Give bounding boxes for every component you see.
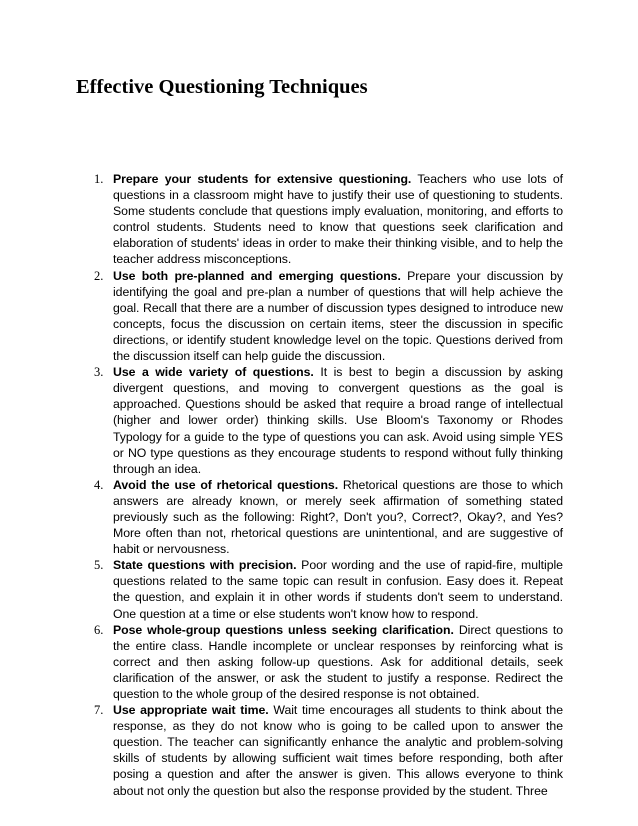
list-number: 5.	[94, 558, 104, 573]
list-item-heading: Use appropriate wait time.	[113, 703, 269, 718]
list-item-heading: Use a wide variety of questions.	[113, 365, 314, 380]
list-number: 4.	[94, 477, 104, 492]
list-item-text: Prepare your discussion by identifying the goal and pre-plan a number of questions that will help achieve the goal. Recall that there are a number of discussion types designed to introduce new concepts, focus the discussion on certain items, steer the discussion in specific directions, or identify student knowledge level on the topic. Questions derived from the discussion itself can help guide the discussion.	[113, 268, 563, 364]
list-number: 2.	[94, 268, 104, 283]
list-item-body	[113, 557, 563, 621]
list-item-body	[113, 171, 563, 268]
technique-list	[0, 171, 638, 799]
list-item	[0, 477, 638, 557]
list-item	[0, 702, 638, 799]
list-item-text: It is best to begin a discussion by asking divergent questions, and moving to convergent questions as the goal is approached. Questions should be asked that require a broad range of intellectual (higher and lower order) thinking skills. Use Bloom's Taxonomy or Rhodes Typology for a guide to the type of questions you can ask. Avoid using simple YES or NO type questions as they encourage students to respond without fully thinking through an idea.	[113, 365, 564, 476]
list-number: 6.	[94, 622, 104, 637]
list-item-heading: Pose whole-group questions unless seeking clarification.	[113, 622, 454, 637]
list-number: 1.	[94, 172, 104, 186]
list-item-heading: Prepare your students for extensive questioning.	[113, 172, 412, 186]
list-item-body	[113, 268, 563, 365]
list-item-body	[113, 364, 563, 477]
list-item-text: Direct questions to the entire class. Handle incomplete or unclear responses by reinforcing what is correct and then asking follow-up questions. Ask for additional details, seek clarification of the answer, or ask the student to justify a response. Redirect the question to the whole group of the desired response is not obtained.	[113, 622, 563, 701]
list-item	[0, 268, 638, 365]
list-item-body	[113, 622, 563, 702]
list-item-body	[113, 702, 563, 799]
list-item-body	[113, 477, 563, 557]
list-number: 3.	[94, 365, 104, 380]
list-item	[0, 364, 638, 477]
page-title: Effective Questioning Techniques	[76, 76, 368, 98]
list-item-heading: State questions with precision.	[113, 558, 297, 573]
list-item-heading: Use both pre-planned and emerging questions.	[113, 268, 401, 283]
list-item-text: Teachers who use lots of questions in a classroom might have to justify their use of questioning to students. Some students conclude that questions imply evaluation, monitoring, and efforts to control students. Students need to know that questions seek clarification and elaboration of students' ideas in order to make their thinking visible, and to help the teacher address misconceptions.	[113, 172, 563, 267]
list-item-text: Poor wording and the use of rapid-fire, multiple questions related to the same topic can result in confusion. Easy does it. Repeat the question, and explain it in other words if students don't seem to understand. One question at a time or else students won't know how to respond.	[113, 558, 563, 621]
list-number: 7.	[94, 703, 104, 718]
list-item	[0, 557, 638, 621]
list-item-text: Wait time encourages all students to think about the response, as they do not know who is going to be called upon to answer the question. The teacher can significantly enhance the analytic and problem-solving skills of students by allowing sufficient wait times before responding, both after posing a question and after the answer is given. This allows everyone to think about not only the question but also the response provided by the student. Three	[113, 703, 563, 798]
list-item-text: Rhetorical questions are those to which answers are already known, or merely seek affirmation of something stated previously such as the following: Right?, Don't you?, Correct?, Okay?, and Yes? More often than not, rhetorical questions are unintentional, and are suggestive of habit or nervousness.	[113, 477, 563, 557]
list-item	[0, 622, 638, 702]
list-item-heading: Avoid the use of rhetorical questions.	[113, 477, 339, 492]
list-item	[0, 171, 638, 268]
